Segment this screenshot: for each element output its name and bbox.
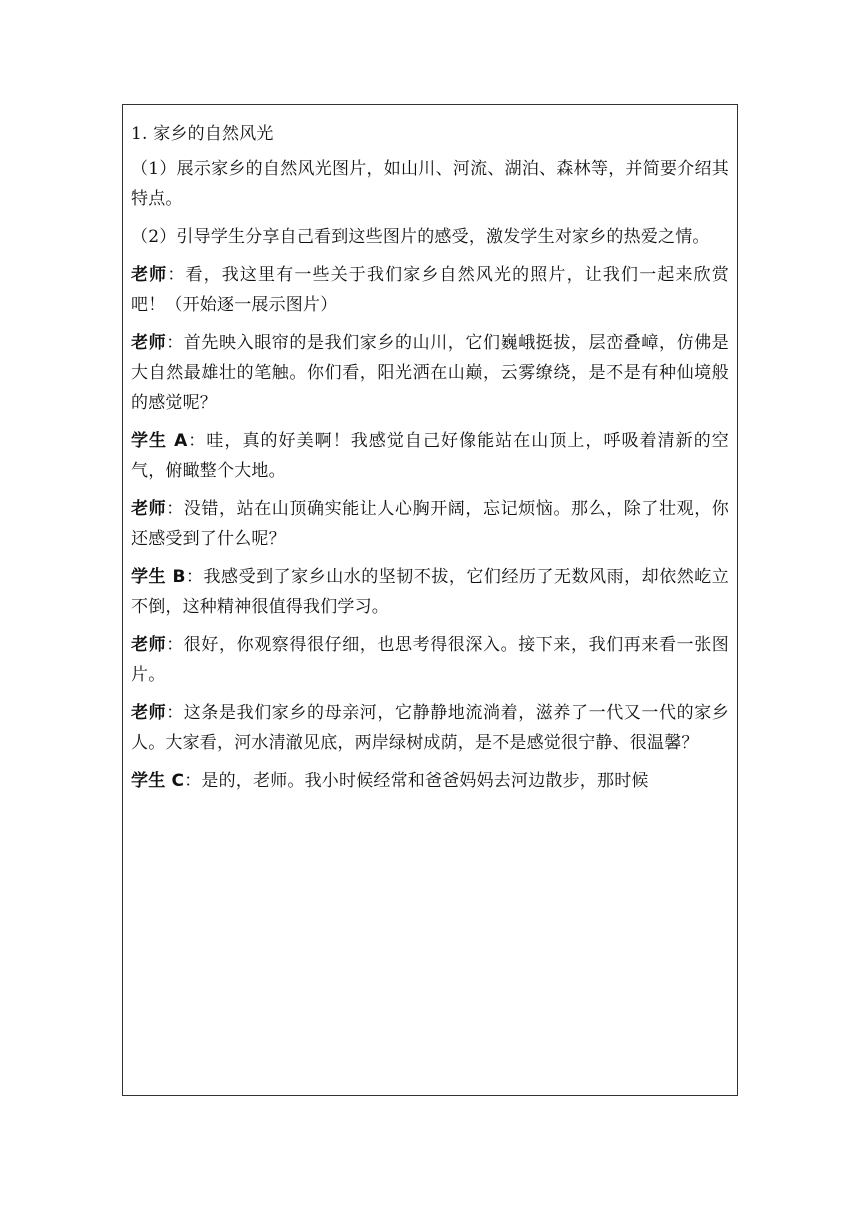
dialogue-line [131, 426, 729, 486]
speaker-label: 学生 C [131, 771, 185, 791]
lesson-content [131, 119, 729, 804]
speaker-label: 老师 [131, 703, 167, 723]
dialogue-text: ：没错，站在山顶确实能让人心胸开阔，忘记烦恼。那么，除了壮观，你还感受到了什么呢？ [131, 499, 729, 549]
dialogue-line [131, 260, 729, 320]
dialogue-line [131, 328, 729, 418]
dialogue-text: ：很好，你观察得很仔细，也思考得很深入。接下来，我们再来看一张图片。 [131, 635, 729, 685]
dialogue-text: ：我感受到了家乡山水的坚韧不拔，它们经历了无数风雨，却依然屹立不倒，这种精神很值得我们学习。 [131, 567, 729, 617]
paragraph [131, 154, 729, 214]
speaker-label: 老师 [131, 635, 167, 655]
paragraph-text: （2）引导学生分享自己看到这些图片的感受，激发学生对家乡的热爱之情。 [131, 227, 710, 247]
section-title: 1. 家乡的自然风光 [131, 124, 274, 144]
dialogue-line [131, 766, 729, 796]
dialogue-text: ：这条是我们家乡的母亲河，它静静地流淌着，滋养了一代又一代的家乡人。大家看，河水清澈见底，两岸绿树成荫，是不是感觉很宁静、很温馨？ [131, 703, 729, 753]
paragraph-text: （1）展示家乡的自然风光图片，如山川、河流、湖泊、森林等，并简要介绍其特点。 [131, 159, 729, 209]
dialogue-text: ：首先映入眼帘的是我们家乡的山川，它们巍峨挺拔，层峦叠嶂，仿佛是大自然最雄壮的笔触。你们看，阳光洒在山巅，云雾缭绕，是不是有种仙境般的感觉呢？ [131, 333, 729, 413]
speaker-label: 老师 [131, 265, 168, 285]
dialogue-text: ：看，我这里有一些关于我们家乡自然风光的照片，让我们一起来欣赏吧！（开始逐一展示图片） [131, 265, 730, 315]
paragraph [131, 222, 729, 252]
dialogue-text: ：哇，真的好美啊！我感觉自己好像能站在山顶上，呼吸着清新的空气，俯瞰整个大地。 [131, 431, 729, 481]
lesson-table-cell [122, 104, 738, 1096]
dialogue-line [131, 494, 729, 554]
speaker-label: 老师 [131, 499, 167, 519]
dialogue-line [131, 630, 729, 690]
dialogue-text: ：是的，老师。我小时候经常和爸爸妈妈去河边散步，那时候 [184, 771, 649, 791]
speaker-label: 学生 B [131, 567, 186, 587]
dialogue-line [131, 562, 729, 622]
speaker-label: 老师 [131, 333, 167, 353]
speaker-label: 学生 A [131, 431, 188, 451]
dialogue-line [131, 698, 729, 758]
